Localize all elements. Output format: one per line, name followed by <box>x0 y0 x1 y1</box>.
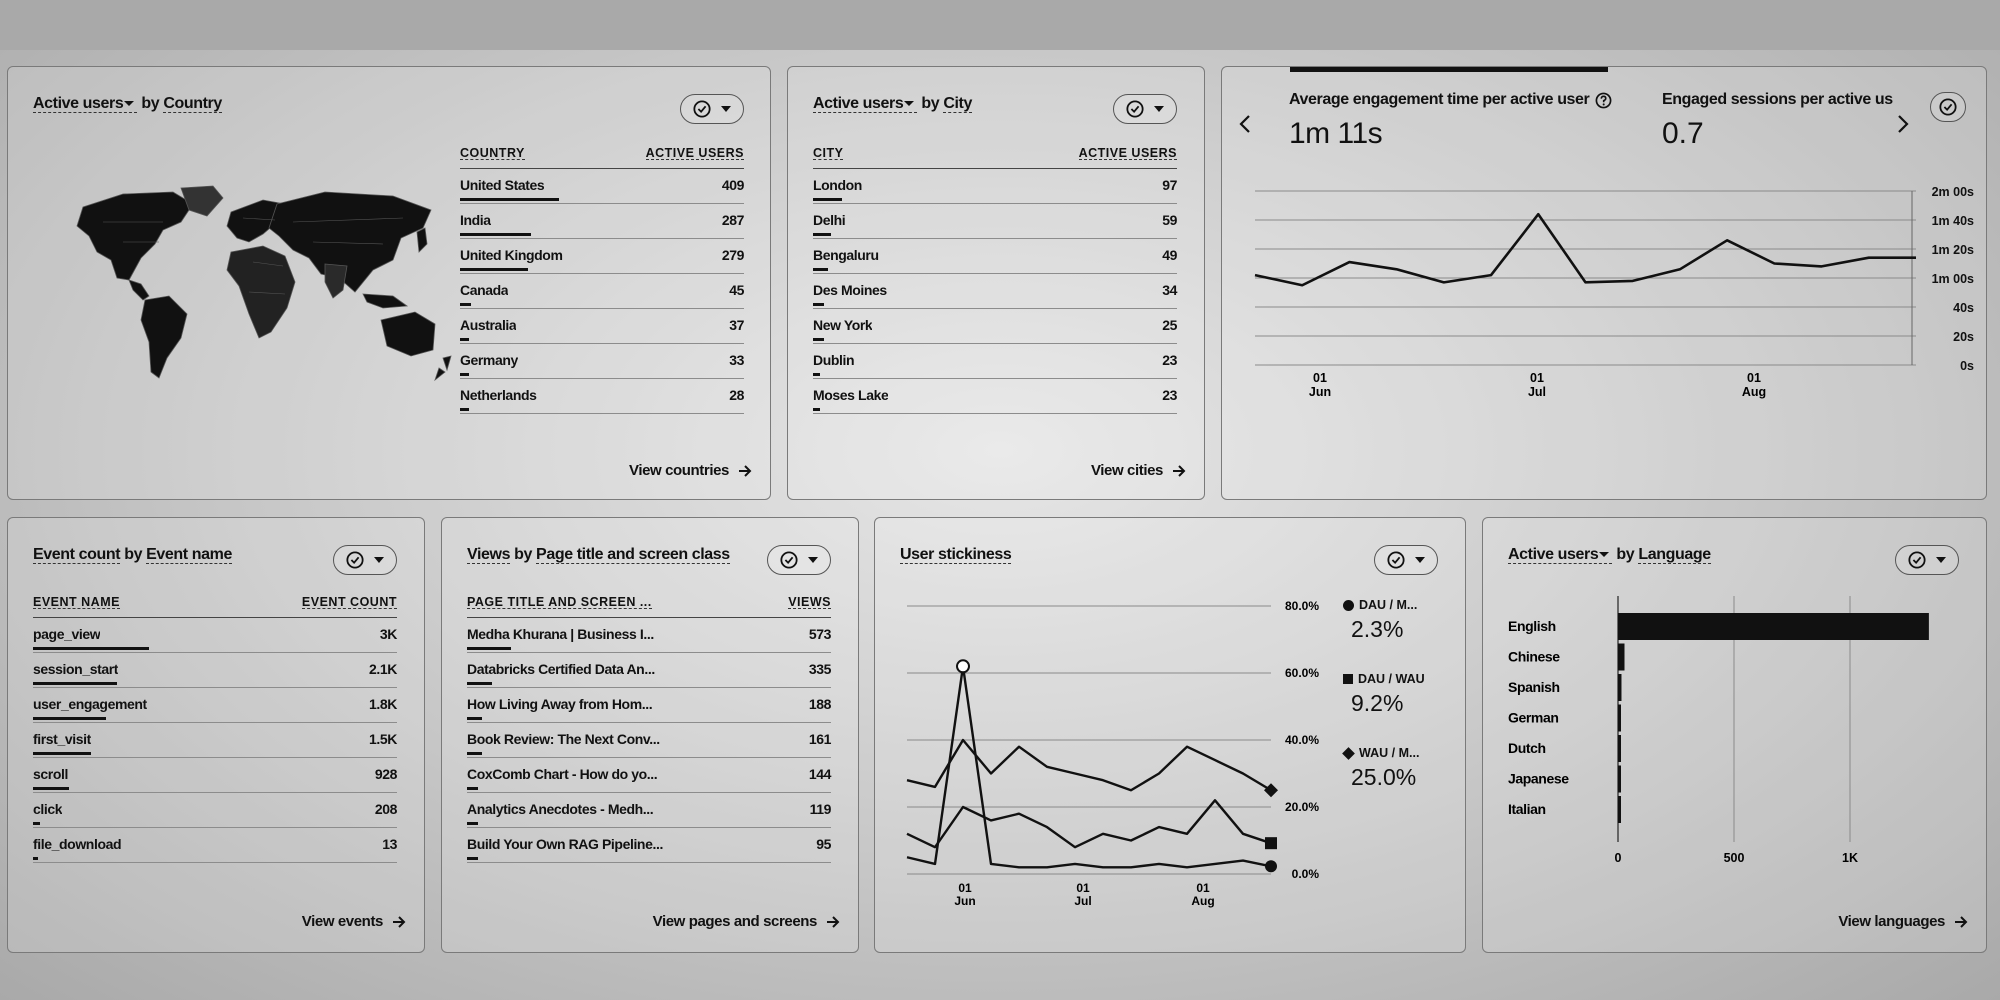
table-row[interactable] <box>813 204 1177 239</box>
row-value: 37 <box>729 317 744 333</box>
column-header-page-title[interactable]: PAGE TITLE AND SCREEN ... <box>467 592 652 609</box>
views-card <box>441 517 859 953</box>
language-bar <box>1618 613 1929 640</box>
row-proportion-bar <box>460 338 469 341</box>
stickiness-legend <box>1343 598 1463 820</box>
row-value: 144 <box>808 766 831 782</box>
row-proportion-bar <box>460 373 469 376</box>
row-value: 97 <box>1162 177 1177 193</box>
world-map <box>63 182 463 382</box>
check-circle-icon <box>693 100 711 118</box>
table-row[interactable] <box>460 274 744 309</box>
metric-tab-engaged-sessions[interactable] <box>1662 91 1893 151</box>
row-proportion-bar <box>460 408 469 411</box>
row-value: 279 <box>721 247 744 263</box>
compare-menu-button[interactable] <box>1113 94 1177 124</box>
legend-label: WAU / M... <box>1359 746 1420 760</box>
category-label: Chinese <box>1508 648 1560 665</box>
check-circle-icon <box>346 551 364 569</box>
table-row[interactable] <box>33 793 397 828</box>
row-label: Canada <box>460 282 509 298</box>
row-value: 161 <box>808 731 831 747</box>
engagement-series-line <box>1255 214 1916 285</box>
y-tick-label: 40.0% <box>1284 733 1319 747</box>
dimension-selector[interactable]: Country <box>163 95 222 112</box>
row-value: 34 <box>1162 282 1177 298</box>
category-label: Dutch <box>1508 740 1546 756</box>
check-circle-icon <box>1126 100 1144 118</box>
row-label: London <box>813 177 862 193</box>
row-label: Analytics Anecdotes - Medh... <box>467 801 654 817</box>
metric-value: 0.7 <box>1662 117 1704 150</box>
table-row[interactable] <box>33 688 397 723</box>
category-label: English <box>1508 618 1556 634</box>
stickiness-card <box>874 517 1466 953</box>
chevron-right-icon[interactable] <box>1895 112 1911 136</box>
legend-label: DAU / M... <box>1359 598 1418 612</box>
city-table <box>813 143 1177 414</box>
chevron-down-icon <box>1415 557 1425 563</box>
dimension-selector[interactable]: City <box>943 95 972 112</box>
legend-label: DAU / WAU <box>1358 672 1425 686</box>
row-proportion-bar <box>33 647 149 650</box>
row-label: Bengaluru <box>813 247 879 263</box>
x-tick-month: Aug <box>1191 894 1215 908</box>
stickiness-series-line <box>907 666 1271 867</box>
metric-tab-avg-engagement[interactable] <box>1289 91 1612 151</box>
y-tick-label: 20s <box>1953 330 1974 344</box>
row-value: 13 <box>382 836 397 852</box>
arrow-right-icon <box>1172 464 1186 478</box>
row-label: Australia <box>460 317 517 333</box>
compare-menu-button[interactable] <box>1374 545 1438 575</box>
table-row[interactable] <box>467 828 831 863</box>
metric-label: Average engagement time per active user <box>1289 91 1590 108</box>
city-card <box>787 66 1205 500</box>
row-label: How Living Away from Hom... <box>467 696 653 712</box>
diamond-marker-icon <box>1342 747 1355 760</box>
arrow-right-icon <box>738 464 752 478</box>
x-tick-label: 0 <box>1614 851 1622 865</box>
row-proportion-bar <box>813 198 842 201</box>
table-row[interactable] <box>467 618 831 653</box>
table-row[interactable] <box>467 653 831 688</box>
row-label: Book Review: The Next Conv... <box>467 731 660 747</box>
top-band <box>0 0 2000 50</box>
row-label: scroll <box>33 766 68 782</box>
arrow-right-icon <box>392 915 406 929</box>
row-proportion-bar <box>467 717 482 720</box>
legend-item[interactable] <box>1343 672 1463 746</box>
x-tick-month: Aug <box>1741 385 1767 399</box>
row-proportion-bar <box>467 787 478 790</box>
table-row[interactable] <box>33 758 397 793</box>
column-header-event-count[interactable]: EVENT COUNT <box>302 592 397 609</box>
x-tick-month: Jul <box>1074 894 1092 908</box>
language-bar-chart <box>1483 588 1988 878</box>
row-label: CoxComb Chart - How do yo... <box>467 766 658 782</box>
row-label: Build Your Own RAG Pipeline... <box>467 836 663 852</box>
row-value: 928 <box>374 766 397 782</box>
column-header-city[interactable]: CITY <box>813 143 843 160</box>
row-label: United Kingdom <box>460 247 563 263</box>
square-marker-icon <box>1343 674 1353 684</box>
table-row[interactable] <box>460 204 744 239</box>
y-tick-label: 1m 20s <box>1931 243 1974 257</box>
table-row[interactable] <box>460 344 744 379</box>
row-value: 28 <box>729 387 744 403</box>
table-row[interactable] <box>460 169 744 204</box>
row-value: 119 <box>809 801 831 817</box>
column-header-views[interactable]: VIEWS <box>788 592 831 609</box>
language-bar <box>1618 735 1621 762</box>
row-label: United States <box>460 177 545 193</box>
compare-menu-button[interactable] <box>1930 92 1966 122</box>
table-header <box>33 592 397 618</box>
chevron-down-icon <box>808 557 818 563</box>
row-value: 287 <box>721 212 744 228</box>
row-label: New York <box>813 317 873 333</box>
row-proportion-bar <box>467 822 478 825</box>
row-value: 2.1K <box>369 661 397 677</box>
metric-selector[interactable]: Event count <box>33 546 121 563</box>
category-label: German <box>1508 709 1559 726</box>
row-value: 1.8K <box>369 696 397 712</box>
view-pages-link[interactable]: View pages and screens <box>653 913 840 930</box>
legend-value: 2.3% <box>1351 616 1404 642</box>
table-row[interactable] <box>33 723 397 758</box>
language-bar <box>1618 644 1624 671</box>
table-row[interactable] <box>467 723 831 758</box>
row-label: Des Moines <box>813 282 887 298</box>
table-row[interactable] <box>33 828 397 863</box>
check-circle-icon <box>1387 551 1405 569</box>
row-label: Medha Khurana | Business I... <box>467 626 654 642</box>
column-header-event-name[interactable]: EVENT NAME <box>33 592 120 609</box>
chevron-down-icon <box>721 106 731 112</box>
table-header <box>813 143 1177 169</box>
table-row[interactable] <box>467 758 831 793</box>
x-tick-month: Jun <box>1308 385 1332 399</box>
row-proportion-bar <box>33 717 106 720</box>
category-label: Japanese <box>1508 770 1569 787</box>
stickiness-series-line <box>907 740 1271 790</box>
table-row[interactable] <box>460 379 744 414</box>
row-proportion-bar <box>460 233 531 236</box>
event-table <box>33 592 397 863</box>
compare-menu-button[interactable] <box>1895 545 1959 575</box>
metric-selector[interactable]: Active users <box>1508 546 1612 564</box>
selected-metric-indicator <box>1290 67 1608 72</box>
table-row[interactable] <box>813 344 1177 379</box>
row-value: 23 <box>1162 352 1177 368</box>
row-value: 409 <box>721 177 744 193</box>
row-proportion-bar <box>813 268 828 271</box>
row-label: click <box>33 801 63 817</box>
series-end-marker <box>1265 860 1277 872</box>
category-label: Italian <box>1508 801 1546 817</box>
dimension-selector[interactable]: Event name <box>146 546 232 563</box>
table-header <box>460 143 744 169</box>
legend-value: 25.0% <box>1351 764 1417 790</box>
y-tick-label: 60.0% <box>1284 666 1319 680</box>
language-bar <box>1618 796 1621 823</box>
y-tick-label: 40s <box>1953 301 1974 315</box>
legend-item[interactable] <box>1343 746 1463 820</box>
row-value: 25 <box>1162 317 1177 333</box>
y-tick-label: 80.0% <box>1284 599 1319 613</box>
row-label: file_download <box>33 836 122 852</box>
x-tick-day: 01 <box>1747 371 1761 385</box>
metric-selector[interactable]: Active users <box>813 95 917 113</box>
arrow-right-icon <box>826 915 840 929</box>
x-tick-day: 01 <box>1076 881 1090 895</box>
stickiness-line-chart <box>875 588 1355 908</box>
table-row[interactable] <box>813 309 1177 344</box>
x-tick-day: 01 <box>1313 371 1327 385</box>
chevron-down-icon <box>1154 106 1164 112</box>
metric-selector[interactable]: Views <box>467 546 511 563</box>
hover-point-marker <box>957 660 969 672</box>
row-value: 1.5K <box>369 731 397 747</box>
row-proportion-bar <box>33 682 117 685</box>
engagement-card <box>1221 66 1987 500</box>
chevron-down-icon <box>374 557 384 563</box>
question-circle-icon[interactable] <box>1595 92 1612 109</box>
row-value: 33 <box>729 352 744 368</box>
row-proportion-bar <box>460 303 471 306</box>
dimension-selector[interactable]: Language <box>1638 546 1711 563</box>
view-cities-link[interactable]: View cities <box>1091 462 1186 479</box>
metric-selector[interactable]: Active users <box>33 95 137 113</box>
chevron-down-icon <box>1936 557 1946 563</box>
x-tick-day: 01 <box>958 881 972 895</box>
y-tick-label: 2m 00s <box>1931 185 1974 199</box>
card-title: Event count by Event name <box>33 546 232 563</box>
check-circle-icon <box>1939 98 1957 116</box>
column-header-active-users[interactable]: ACTIVE USERS <box>646 143 744 160</box>
chevron-down-icon <box>1599 552 1609 557</box>
circle-marker-icon <box>1343 600 1354 611</box>
table-row[interactable] <box>467 688 831 723</box>
row-proportion-bar <box>813 373 820 376</box>
row-label: Germany <box>460 352 518 368</box>
row-proportion-bar <box>467 752 482 755</box>
row-proportion-bar <box>813 338 824 341</box>
row-proportion-bar <box>467 682 492 685</box>
language-bar <box>1618 766 1621 793</box>
country-table <box>460 143 744 414</box>
y-tick-label: 1m 00s <box>1931 272 1974 286</box>
compare-menu-button[interactable] <box>680 94 744 124</box>
x-tick-month: Jun <box>954 894 976 908</box>
x-tick-label: 500 <box>1723 851 1745 865</box>
row-value: 45 <box>729 282 744 298</box>
chevron-down-icon <box>124 101 134 106</box>
view-countries-link[interactable]: View countries <box>629 462 752 479</box>
row-label: session_start <box>33 661 119 677</box>
language-bar <box>1618 705 1621 732</box>
metric-label: Engaged sessions per active us <box>1662 91 1893 108</box>
card-title: Active users by City <box>813 95 972 112</box>
row-value: 573 <box>808 626 831 642</box>
row-label: Delhi <box>813 212 846 228</box>
x-tick-day: 01 <box>1530 371 1544 385</box>
y-tick-label: 1m 40s <box>1931 214 1974 228</box>
row-label: page_view <box>33 626 101 642</box>
row-value: 335 <box>808 661 831 677</box>
compare-menu-button[interactable] <box>333 545 397 575</box>
language-card <box>1482 517 1987 953</box>
row-proportion-bar <box>467 857 478 860</box>
y-tick-label: 0s <box>1960 359 1974 373</box>
row-label: India <box>460 212 491 228</box>
card-title <box>900 546 1011 564</box>
row-label: first_visit <box>33 731 91 747</box>
chevron-down-icon <box>904 101 914 106</box>
table-row[interactable] <box>460 309 744 344</box>
metric-value: 1m 11s <box>1289 117 1383 150</box>
table-header <box>467 592 831 618</box>
table-row[interactable] <box>460 239 744 274</box>
card-title: Active users by Country <box>33 95 222 112</box>
row-proportion-bar <box>813 303 824 306</box>
card-title: Active users by Language <box>1508 546 1711 563</box>
table-row[interactable] <box>33 618 397 653</box>
row-proportion-bar <box>33 752 91 755</box>
row-proportion-bar <box>33 857 38 860</box>
row-value: 49 <box>1162 247 1177 263</box>
dimension-selector[interactable]: Page title and screen class <box>536 546 730 563</box>
table-row[interactable] <box>467 793 831 828</box>
row-value: 23 <box>1162 387 1177 403</box>
engagement-line-chart <box>1222 167 1987 407</box>
stickiness-title[interactable]: User stickiness <box>900 546 1012 563</box>
language-bar <box>1618 674 1621 701</box>
row-label: Databricks Certified Data An... <box>467 661 655 677</box>
view-events-link[interactable]: View events <box>302 913 406 930</box>
country-card <box>7 66 771 500</box>
y-tick-label: 0.0% <box>1291 867 1319 881</box>
row-value: 188 <box>808 696 831 712</box>
compare-menu-button[interactable] <box>767 545 831 575</box>
row-label: Moses Lake <box>813 387 889 403</box>
legend-item[interactable] <box>1343 598 1463 672</box>
card-title: Views by Page title and screen class <box>467 546 730 563</box>
category-label: Spanish <box>1508 679 1560 695</box>
check-circle-icon <box>1908 551 1926 569</box>
table-row[interactable] <box>813 239 1177 274</box>
row-label: user_engagement <box>33 696 147 712</box>
arrow-right-icon <box>1954 915 1968 929</box>
row-proportion-bar <box>33 787 69 790</box>
x-tick-day: 01 <box>1196 881 1210 895</box>
table-row[interactable] <box>813 379 1177 414</box>
row-proportion-bar <box>813 233 831 236</box>
row-proportion-bar <box>467 647 511 650</box>
series-end-marker <box>1264 783 1278 797</box>
x-tick-label: 1K <box>1842 851 1858 865</box>
series-end-marker <box>1265 837 1277 849</box>
row-value: 208 <box>374 801 397 817</box>
table-row[interactable] <box>33 653 397 688</box>
row-proportion-bar <box>33 822 40 825</box>
row-proportion-bar <box>813 408 820 411</box>
row-proportion-bar <box>460 198 559 201</box>
row-label: Dublin <box>813 352 855 368</box>
view-languages-link[interactable]: View languages <box>1838 913 1968 930</box>
column-header-country[interactable]: COUNTRY <box>460 143 525 160</box>
table-row[interactable] <box>813 274 1177 309</box>
row-value: 95 <box>816 836 831 852</box>
x-tick-month: Jul <box>1527 385 1547 399</box>
views-table <box>467 592 831 863</box>
chevron-left-icon[interactable] <box>1237 112 1253 136</box>
legend-value: 9.2% <box>1351 690 1404 716</box>
table-row[interactable] <box>813 169 1177 204</box>
row-label: Netherlands <box>460 387 537 403</box>
row-proportion-bar <box>460 268 528 271</box>
row-value: 3K <box>379 626 397 642</box>
row-value: 59 <box>1162 212 1177 228</box>
check-circle-icon <box>780 551 798 569</box>
event-card <box>7 517 425 953</box>
column-header-active-users[interactable]: ACTIVE USERS <box>1079 143 1177 160</box>
y-tick-label: 20.0% <box>1284 800 1319 814</box>
